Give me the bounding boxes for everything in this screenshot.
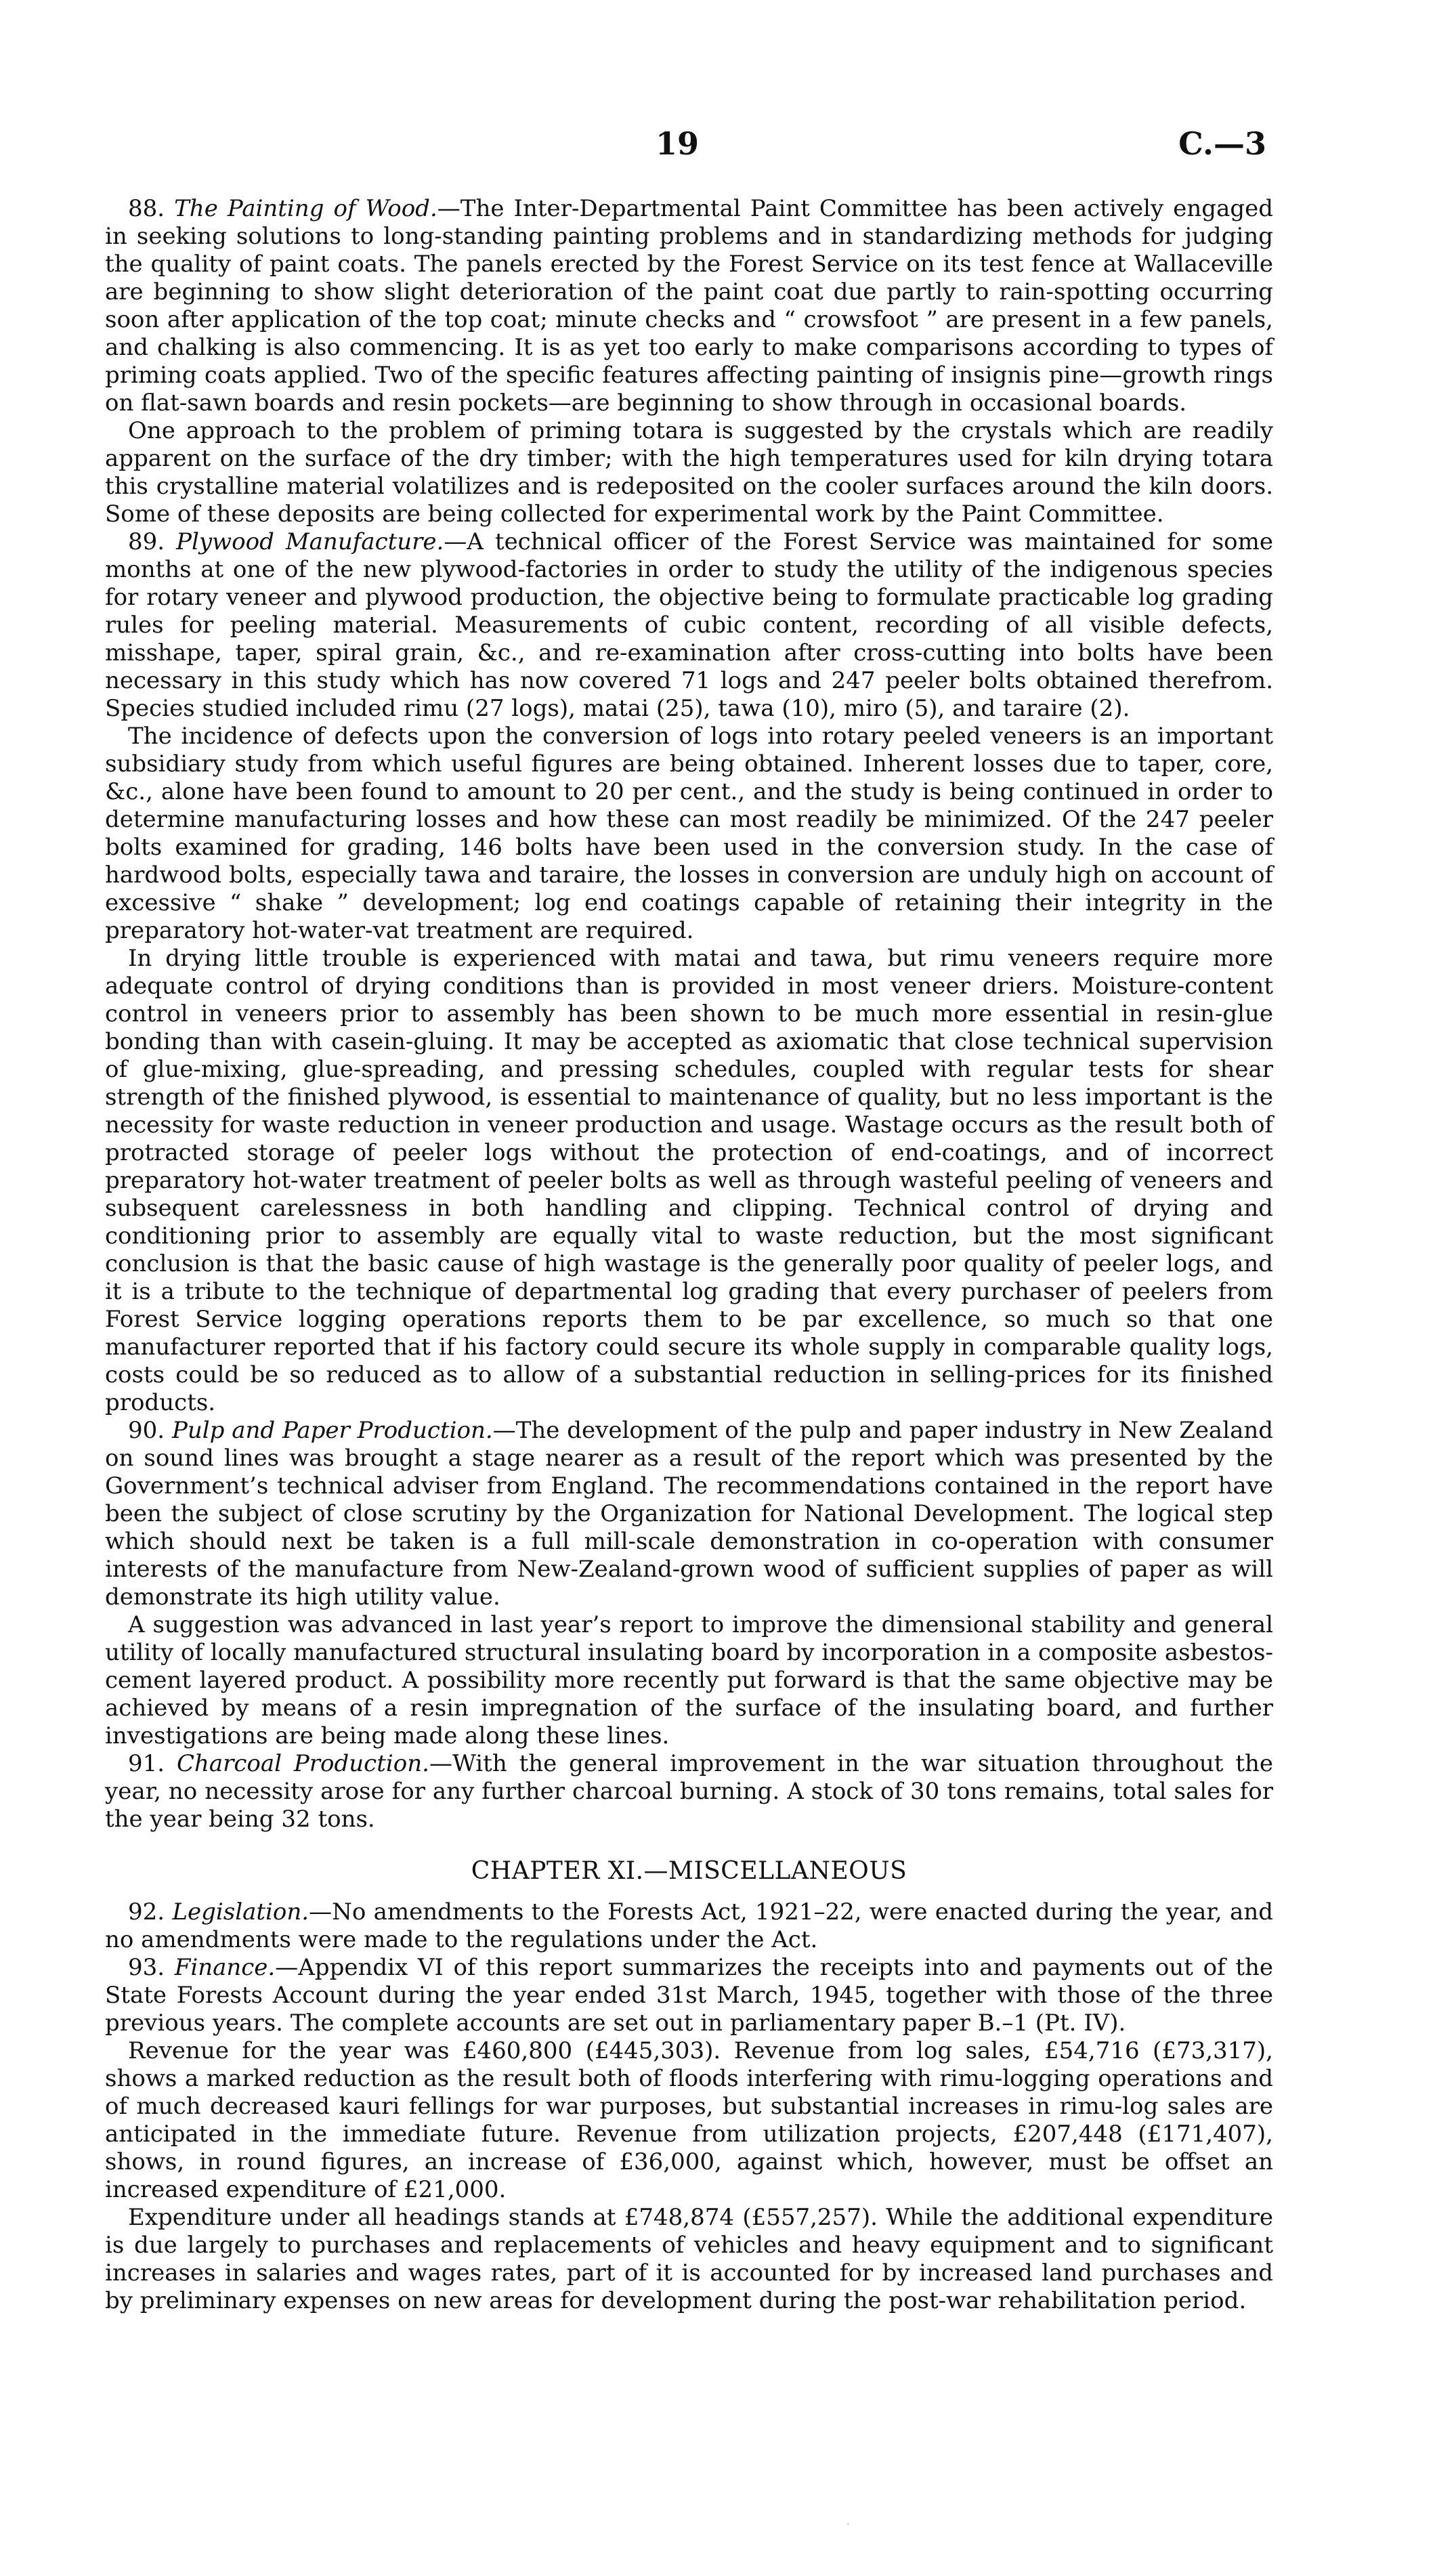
paragraph-text: No amendments to the Forests Act, 1921–22, were enacted during the year, and no amendments were made to the regulations under the Act. (105, 1898, 1273, 1953)
title-separator: — (275, 1954, 299, 1981)
title-separator: — (429, 1750, 452, 1777)
section-miscellaneous (105, 1898, 1273, 2315)
paragraph (105, 1898, 1273, 1954)
paragraph-text: A technical officer of the Forest Service was maintained for some months at one of the new plywood-factories in order to study the utility of the indigenous species for rotary veneer and plywood production, the objective being to formulate practicable log grading rules for peeling material. Measurements of cubic content, recording of all visible defects, misshape, taper, spiral grain, &c., and re-examination after cross-cutting into bolts have been necessary in this study which has now covered 71 logs and 247 peeler bolts obtained therefrom. Species studied included rimu (27 logs), matai (25), tawa (10), miro (5), and taraire (2). (105, 528, 1274, 722)
chapter-heading: CHAPTER XI.—MISCELLANEOUS (471, 1857, 907, 1885)
page-number: 19 (655, 125, 699, 162)
paragraph-number: 92. (128, 1898, 165, 1926)
body-text (105, 195, 1273, 2315)
paragraph-title: Charcoal Production. (176, 1750, 429, 1777)
paragraph-title: Pulp and Paper Production. (171, 1417, 493, 1444)
paragraph (105, 417, 1273, 528)
paragraph (105, 945, 1273, 1417)
title-separator: — (309, 1898, 333, 1926)
paragraph-text: With the general improvement in the war situation throughout the year, no necessity arose for any further charcoal burning. A stock of 30 tons remains, total sales for the year being 32 tons. (105, 1750, 1274, 1833)
paragraph (105, 528, 1273, 723)
paragraph-text: A suggestion was advanced in last year’s report to improve the dimensional stability and general utility of locally manufactured structural insulating board by incorporation in a composite asbestos-cement layered product. A possibility more recently put forward is that the same objective may be achieved by means of a resin impregnation of the surface of the insulating board, and further investigations are being made along these lines. (105, 1611, 1273, 1749)
paragraph (105, 1954, 1273, 2037)
paragraph-number: 89. (128, 528, 165, 555)
paragraph-title: The Painting of Wood. (174, 195, 437, 222)
title-separator: — (444, 528, 467, 555)
paragraph-text: Revenue for the year was £460,800 (£445,303). Revenue from log sales, £54,716 (£73,317), shows a marked reduction as the result both of floods interfering with rimu-logging operations and of much decreased kauri fellings for war purposes, but substantial increases in rimu-log sales are anticipated in the immediate future. Revenue from utilization projects, £207,448 (£171,407), shows, in round figures, an increase of £36,000, against which, however, must be offset an increased expenditure of £21,000. (105, 2037, 1273, 2203)
paragraph-title: Legislation. (172, 1898, 309, 1926)
paragraph (105, 195, 1273, 417)
scan-mark: · (847, 2519, 850, 2530)
title-separator: — (492, 1417, 516, 1444)
paragraph (105, 723, 1273, 945)
paragraph-text: One approach to the problem of priming totara is suggested by the crystals which are readily apparent on the surface of the dry timber; with the high temperatures used for kiln drying totara this crystalline material volatilizes and is redeposited on the cooler surfaces around the kiln doors. Some of these deposits are being collected for experimental work by the Paint Committee. (105, 417, 1273, 528)
paragraph (105, 1750, 1273, 1833)
paragraph-number: 93. (128, 1954, 165, 1981)
paragraph-text: The incidence of defects upon the conversion of logs into rotary peeled veneers is an important subsidiary study from which useful figures are being obtained. Inherent losses due to taper, core, &c., alone have been found to amount to 20 per cent., and the study is being continued in order to determine manufacturing losses and how these can most readily be minimized. Of the 247 peeler bolts examined for grading, 146 bolts have been used in the conversion study. In the case of hardwood bolts, especially tawa and taraire, the losses in conversion are unduly high on account of excessive “ shake ” development; log end coatings capable of retaining their integrity in the preparatory hot-water-vat treatment are required. (105, 723, 1273, 944)
paragraph-text: In drying little trouble is experienced with matai and tawa, but rimu veneers require more adequate control of drying conditions than is provided in most veneer driers. Moisture-content control in veneers prior to assembly has been shown to be much more essential in resin-glue bonding than with casein-gluing. It may be accepted as axiomatic that close technical supervision of glue-mixing, glue-spreading, and pressing schedules, coupled with regular tests for shear strength of the finished plywood, is essential to maintenance of quality, but no less important is the necessity for waste reduction in veneer production and usage. Wastage occurs as the result both of protracted storage of peeler logs without the protection of end-coatings, and of incorrect preparatory hot-water treatment of peeler bolts as well as through wasteful peeling of veneers and subsequent carelessness in both handling and clipping. Technical control of drying and conditioning prior to assembly are equally vital to waste reduction, but the most significant conclusion is that the basic cause of high wastage is the generally poor quality of peeler logs, and it is a tribute to the technique of departmental log grading that every purchaser of peelers from Forest Service logging operations reports them to be par excellence, so much so that one manufacturer reported that if his factory could secure its whole supply in comparable quality logs, costs could be so reduced as to allow of a substantial reduction in selling-prices for its finished products. (105, 945, 1273, 1416)
page-header (0, 0, 1456, 203)
paragraph-text: Expenditure under all headings stands at £748,874 (£557,257). While the additional expenditure is due largely to purchases and replacements of vehicles and heavy equipment and to significant increases in salaries and wages rates, part of it is accounted for by increased land purchases and by preliminary expenses on new areas for development during the post-war rehabilitation period. (105, 2204, 1273, 2314)
document-reference: C.—3 (1178, 125, 1266, 162)
paragraph (105, 1611, 1273, 1750)
paragraph-text: The Inter-Departmental Paint Committee has been actively engaged in seeking solutions to long-standing painting problems and in standardizing methods for judging the quality of paint coats. The panels erected by the Forest Service on its test fence at Wallaceville are beginning to show slight deterioration of the paint coat due partly to rain-spotting occurring soon after application of the top coat; minute checks and “ crowsfoot ” are present in a few panels, and chalking is also commencing. It is as yet too early to make comparisons according to types of priming coats applied. Two of the specific features affecting painting of insignis pine—growth rings on flat-sawn boards and resin pockets—are beginning to show through in occasional boards. (105, 195, 1273, 417)
paragraph-number: 90. (128, 1417, 165, 1444)
section-forest-products (105, 195, 1273, 1833)
paragraph-text: Appendix VI of this report summarizes the receipts into and payments out of the State Forests Account during the year ended 31st March, 1945, together with those of the three previous years. The complete accounts are set out in parliamentary paper B.–1 (Pt. IV). (105, 1954, 1273, 2037)
paragraph-number: 88. (128, 195, 165, 222)
paragraph (105, 2204, 1273, 2315)
paragraph-title: Finance. (174, 1954, 276, 1981)
paragraph (105, 2037, 1273, 2204)
paragraph-title: Plywood Manufacture. (176, 528, 444, 555)
paragraph-number: 91. (128, 1750, 165, 1777)
title-separator: — (437, 195, 461, 222)
paragraph (105, 1417, 1273, 1611)
paragraph-text: The development of the pulp and paper industry in New Zealand on sound lines was brought a stage nearer as a result of the report which was presented by the Government’s technical adviser from England. The recommendations contained in the report have been the subject of close scrutiny by the Organization for National Development. The logical step which should next be taken is a full mill-scale demonstration in co-operation with consumer interests of the manufacture from New-Zealand-grown wood of sufficient supplies of paper as will demonstrate its high utility value. (105, 1417, 1274, 1611)
